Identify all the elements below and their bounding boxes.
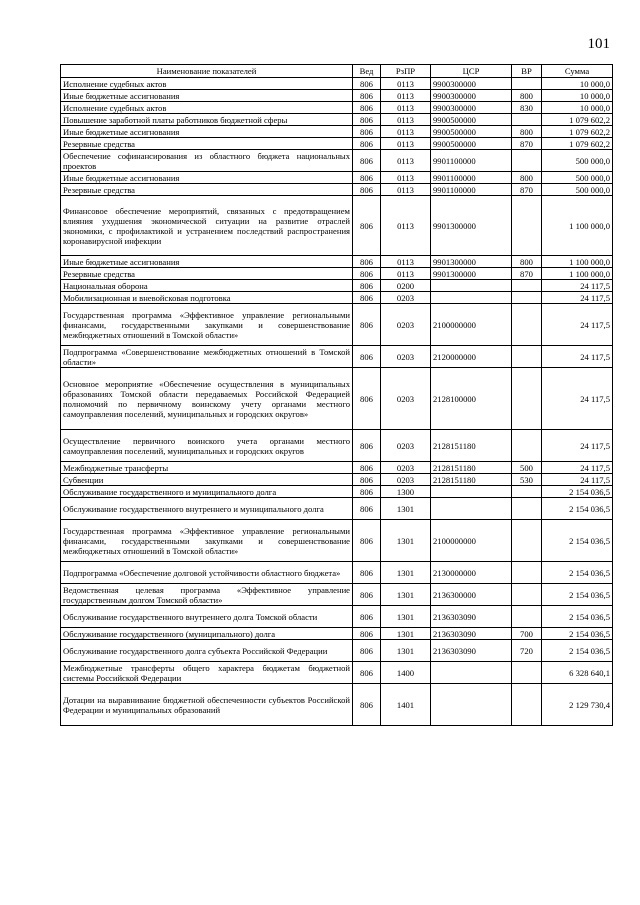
cell-rzpr: 1301	[381, 628, 431, 640]
cell-ved: 806	[353, 346, 381, 368]
cell-ved: 806	[353, 368, 381, 430]
cell-csr	[431, 280, 512, 292]
table-row	[61, 430, 613, 462]
header-vr: ВР	[512, 65, 542, 78]
cell-vr	[512, 150, 542, 172]
table-row	[61, 114, 613, 126]
cell-ved: 806	[353, 462, 381, 474]
cell-sum: 1 079 602,2	[542, 138, 613, 150]
table-row	[61, 280, 613, 292]
cell-rzpr: 0200	[381, 280, 431, 292]
cell-vr: 800	[512, 126, 542, 138]
cell-csr: 9900300000	[431, 78, 512, 90]
cell-name: Резервные средства	[61, 268, 353, 280]
cell-name: Финансовое обеспечение мероприятий, связанных с предотвращением влияния ухудшения экономической ситуации на развитие отраслей экономики, с профилактикой и устранением последствий распространения коронавирусной инфекции	[61, 196, 353, 256]
table-row	[61, 562, 613, 584]
table-row	[61, 256, 613, 268]
cell-ved: 806	[353, 628, 381, 640]
cell-rzpr: 0113	[381, 126, 431, 138]
cell-name: Обслуживание государственного внутреннего и муниципального долга	[61, 498, 353, 520]
cell-rzpr: 1400	[381, 662, 431, 684]
cell-rzpr: 1301	[381, 606, 431, 628]
cell-rzpr: 1300	[381, 486, 431, 498]
cell-csr: 9901300000	[431, 256, 512, 268]
cell-name: Дотации на выравнивание бюджетной обеспеченности субъектов Российской Федерации и муниципальных образований	[61, 684, 353, 726]
cell-csr: 2130000000	[431, 562, 512, 584]
cell-sum: 500 000,0	[542, 150, 613, 172]
cell-ved: 806	[353, 474, 381, 486]
table-row	[61, 684, 613, 726]
cell-sum: 24 117,5	[542, 474, 613, 486]
cell-sum: 24 117,5	[542, 304, 613, 346]
cell-name: Субвенции	[61, 474, 353, 486]
cell-csr: 2136300000	[431, 584, 512, 606]
cell-vr	[512, 606, 542, 628]
cell-rzpr: 0203	[381, 462, 431, 474]
cell-name: Межбюджетные трансферты	[61, 462, 353, 474]
table-row	[61, 498, 613, 520]
cell-ved: 806	[353, 640, 381, 662]
cell-rzpr: 1301	[381, 584, 431, 606]
cell-name: Государственная программа «Эффективное управление региональными финансами, государственными закупками и совершенствование межбюджетных отношений в Томской области»	[61, 520, 353, 562]
cell-ved: 806	[353, 196, 381, 256]
cell-csr: 2120000000	[431, 346, 512, 368]
cell-ved: 806	[353, 114, 381, 126]
cell-name: Иные бюджетные ассигнования	[61, 90, 353, 102]
cell-sum: 2 154 036,5	[542, 486, 613, 498]
cell-sum: 2 154 036,5	[542, 520, 613, 562]
cell-sum: 24 117,5	[542, 430, 613, 462]
table-row	[61, 292, 613, 304]
cell-rzpr: 0203	[381, 430, 431, 462]
header-csr: ЦСР	[431, 65, 512, 78]
cell-vr	[512, 346, 542, 368]
cell-csr	[431, 486, 512, 498]
cell-vr: 870	[512, 184, 542, 196]
table-row	[61, 172, 613, 184]
cell-sum: 10 000,0	[542, 102, 613, 114]
cell-name: Основное мероприятие «Обеспечение осуществления в муниципальных образованиях Томской области передаваемых Российской Федерацией полномочий по первичному воинскому учету органами местного самоуправления поселений, муниципальных и городских округов»	[61, 368, 353, 430]
cell-ved: 806	[353, 304, 381, 346]
cell-rzpr: 0203	[381, 474, 431, 486]
cell-csr: 2100000000	[431, 304, 512, 346]
cell-rzpr: 0113	[381, 102, 431, 114]
cell-ved: 806	[353, 150, 381, 172]
cell-vr	[512, 684, 542, 726]
cell-ved: 806	[353, 430, 381, 462]
cell-csr: 2128151180	[431, 474, 512, 486]
cell-ved: 806	[353, 520, 381, 562]
cell-vr: 700	[512, 628, 542, 640]
cell-vr: 720	[512, 640, 542, 662]
table-row	[61, 304, 613, 346]
cell-name: Межбюджетные трансферты общего характера бюджетам бюджетной системы Российской Федерации	[61, 662, 353, 684]
cell-ved: 806	[353, 256, 381, 268]
header-sum: Сумма	[542, 65, 613, 78]
cell-rzpr: 0203	[381, 368, 431, 430]
cell-ved: 806	[353, 126, 381, 138]
cell-csr: 2100000000	[431, 520, 512, 562]
cell-vr	[512, 662, 542, 684]
table-row	[61, 584, 613, 606]
cell-ved: 806	[353, 584, 381, 606]
cell-ved: 806	[353, 280, 381, 292]
cell-rzpr: 0113	[381, 172, 431, 184]
cell-rzpr: 0113	[381, 90, 431, 102]
cell-ved: 806	[353, 498, 381, 520]
cell-sum: 6 328 640,1	[542, 662, 613, 684]
cell-ved: 806	[353, 268, 381, 280]
cell-name: Государственная программа «Эффективное управление региональными финансами, государственными закупками и совершенствование межбюджетных отношений в Томской области»	[61, 304, 353, 346]
cell-sum: 2 154 036,5	[542, 628, 613, 640]
cell-ved: 806	[353, 184, 381, 196]
cell-vr	[512, 584, 542, 606]
cell-csr: 2128151180	[431, 430, 512, 462]
cell-name: Ведомственная целевая программа «Эффективное управление государственным долгом Томской области»	[61, 584, 353, 606]
cell-vr	[512, 520, 542, 562]
cell-csr: 9901300000	[431, 268, 512, 280]
cell-name: Иные бюджетные ассигнования	[61, 172, 353, 184]
cell-name: Мобилизационная и вневойсковая подготовка	[61, 292, 353, 304]
cell-rzpr: 0113	[381, 268, 431, 280]
cell-sum: 10 000,0	[542, 78, 613, 90]
cell-vr	[512, 368, 542, 430]
cell-sum: 24 117,5	[542, 292, 613, 304]
cell-ved: 806	[353, 78, 381, 90]
cell-name: Повышение заработной платы работников бюджетной сферы	[61, 114, 353, 126]
cell-rzpr: 1301	[381, 640, 431, 662]
cell-csr	[431, 498, 512, 520]
table-row	[61, 662, 613, 684]
cell-sum: 24 117,5	[542, 346, 613, 368]
cell-name: Исполнение судебных актов	[61, 78, 353, 90]
cell-sum: 500 000,0	[542, 172, 613, 184]
cell-csr	[431, 662, 512, 684]
cell-vr: 830	[512, 102, 542, 114]
cell-vr	[512, 304, 542, 346]
header-name: Наименование показателей	[61, 65, 353, 78]
table-row	[61, 102, 613, 114]
cell-rzpr: 0203	[381, 304, 431, 346]
cell-rzpr: 0113	[381, 150, 431, 172]
cell-name: Обслуживание государственного (муниципального) долга	[61, 628, 353, 640]
cell-csr: 2136303090	[431, 606, 512, 628]
cell-rzpr: 0113	[381, 184, 431, 196]
cell-csr: 2128100000	[431, 368, 512, 430]
cell-vr	[512, 78, 542, 90]
budget-table	[60, 64, 613, 726]
cell-name: Иные бюджетные ассигнования	[61, 256, 353, 268]
cell-rzpr: 0113	[381, 114, 431, 126]
cell-vr: 800	[512, 256, 542, 268]
cell-rzpr: 0113	[381, 138, 431, 150]
cell-name: Обслуживание государственного долга субъекта Российской Федерации	[61, 640, 353, 662]
table-row	[61, 138, 613, 150]
cell-sum: 1 100 000,0	[542, 268, 613, 280]
cell-sum: 1 100 000,0	[542, 196, 613, 256]
cell-vr: 800	[512, 172, 542, 184]
cell-name: Обслуживание государственного внутреннего долга Томской области	[61, 606, 353, 628]
cell-vr	[512, 430, 542, 462]
cell-ved: 806	[353, 172, 381, 184]
cell-sum: 1 079 602,2	[542, 114, 613, 126]
cell-rzpr: 0113	[381, 256, 431, 268]
cell-sum: 1 100 000,0	[542, 256, 613, 268]
cell-vr: 870	[512, 138, 542, 150]
cell-sum: 10 000,0	[542, 90, 613, 102]
cell-name: Подпрограмма «Совершенствование межбюджетных отношений в Томской области»	[61, 346, 353, 368]
header-ved: Вед	[353, 65, 381, 78]
cell-ved: 806	[353, 90, 381, 102]
cell-sum: 2 154 036,5	[542, 498, 613, 520]
cell-csr: 9900500000	[431, 126, 512, 138]
cell-name: Осуществление первичного воинского учета органами местного самоуправления поселений, муниципальных и городских округов	[61, 430, 353, 462]
table-row	[61, 150, 613, 172]
cell-vr	[512, 498, 542, 520]
cell-rzpr: 1301	[381, 498, 431, 520]
cell-vr	[512, 196, 542, 256]
cell-vr	[512, 562, 542, 584]
table-row	[61, 78, 613, 90]
table-row	[61, 628, 613, 640]
cell-vr: 800	[512, 90, 542, 102]
cell-vr: 870	[512, 268, 542, 280]
cell-name: Обеспечение софинансирования из областного бюджета национальных проектов	[61, 150, 353, 172]
cell-name: Обслуживание государственного и муниципального долга	[61, 486, 353, 498]
cell-ved: 806	[353, 292, 381, 304]
cell-sum: 2 154 036,5	[542, 584, 613, 606]
table-row	[61, 346, 613, 368]
cell-rzpr: 1301	[381, 520, 431, 562]
cell-ved: 806	[353, 138, 381, 150]
cell-ved: 806	[353, 562, 381, 584]
cell-name: Резервные средства	[61, 138, 353, 150]
table-row	[61, 462, 613, 474]
cell-ved: 806	[353, 662, 381, 684]
cell-csr: 2136303090	[431, 628, 512, 640]
cell-csr: 9900500000	[431, 114, 512, 126]
cell-sum: 24 117,5	[542, 280, 613, 292]
cell-vr	[512, 114, 542, 126]
page-number: 101	[587, 36, 610, 52]
cell-vr	[512, 292, 542, 304]
cell-csr: 9900300000	[431, 90, 512, 102]
cell-name: Резервные средства	[61, 184, 353, 196]
table-row	[61, 474, 613, 486]
cell-sum: 2 129 730,4	[542, 684, 613, 726]
cell-csr: 9901100000	[431, 150, 512, 172]
cell-ved: 806	[353, 684, 381, 726]
cell-sum: 2 154 036,5	[542, 562, 613, 584]
cell-ved: 806	[353, 486, 381, 498]
cell-rzpr: 1301	[381, 562, 431, 584]
cell-sum: 500 000,0	[542, 184, 613, 196]
cell-csr: 9901100000	[431, 184, 512, 196]
table-row	[61, 368, 613, 430]
cell-csr	[431, 292, 512, 304]
cell-csr: 9900300000	[431, 102, 512, 114]
table-header-row	[61, 65, 613, 78]
cell-rzpr: 0203	[381, 346, 431, 368]
cell-name: Подпрограмма «Обеспечение долговой устойчивости областного бюджета»	[61, 562, 353, 584]
table-row	[61, 640, 613, 662]
cell-rzpr: 0113	[381, 196, 431, 256]
cell-csr: 9901100000	[431, 172, 512, 184]
cell-name: Национальная оборона	[61, 280, 353, 292]
cell-csr	[431, 684, 512, 726]
cell-name: Исполнение судебных актов	[61, 102, 353, 114]
cell-csr: 2136303090	[431, 640, 512, 662]
cell-csr: 2128151180	[431, 462, 512, 474]
table-row	[61, 196, 613, 256]
table-row	[61, 184, 613, 196]
cell-ved: 806	[353, 606, 381, 628]
table-row	[61, 486, 613, 498]
cell-rzpr: 0113	[381, 78, 431, 90]
cell-csr: 9901300000	[431, 196, 512, 256]
cell-ved: 806	[353, 102, 381, 114]
cell-rzpr: 0203	[381, 292, 431, 304]
cell-vr	[512, 486, 542, 498]
cell-vr: 530	[512, 474, 542, 486]
cell-name: Иные бюджетные ассигнования	[61, 126, 353, 138]
table-row	[61, 520, 613, 562]
cell-sum: 2 154 036,5	[542, 606, 613, 628]
table-row	[61, 126, 613, 138]
table-row	[61, 90, 613, 102]
table-row	[61, 268, 613, 280]
cell-sum: 2 154 036,5	[542, 640, 613, 662]
table-row	[61, 606, 613, 628]
cell-sum: 24 117,5	[542, 368, 613, 430]
cell-sum: 24 117,5	[542, 462, 613, 474]
cell-vr	[512, 280, 542, 292]
cell-rzpr: 1401	[381, 684, 431, 726]
header-rzpr: РзПР	[381, 65, 431, 78]
cell-csr: 9900500000	[431, 138, 512, 150]
table-body	[61, 78, 613, 726]
cell-sum: 1 079 602,2	[542, 126, 613, 138]
cell-vr: 500	[512, 462, 542, 474]
